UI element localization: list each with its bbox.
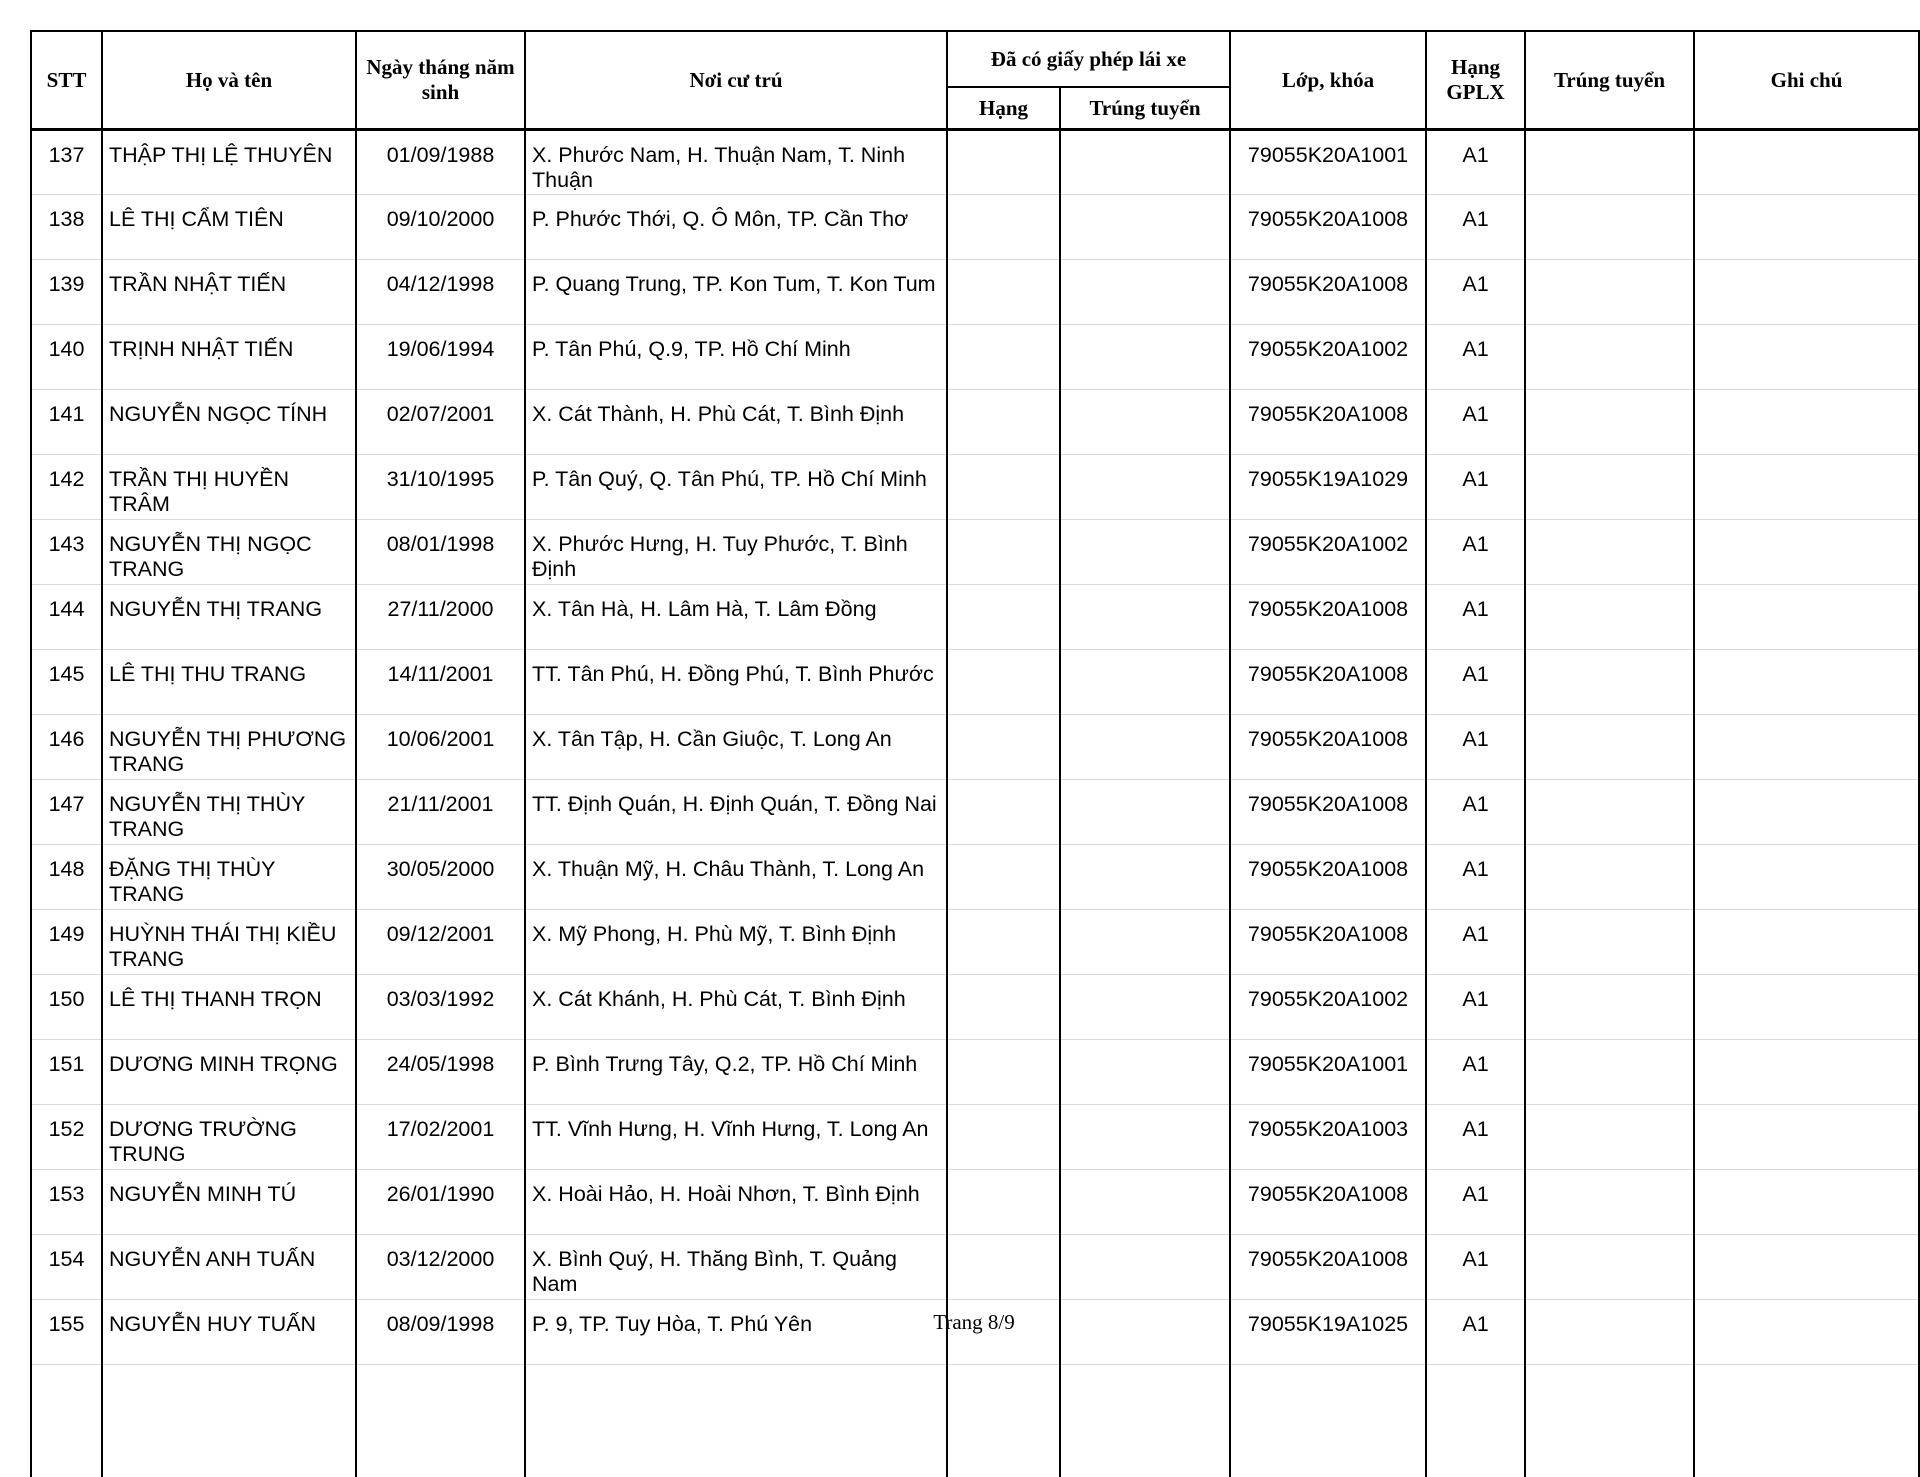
cell-stt: 142	[31, 455, 102, 520]
cell-passed	[1525, 455, 1694, 520]
cell-stt: 144	[31, 585, 102, 650]
cell-class: 79055K20A1002	[1230, 975, 1426, 1040]
cell-class: 79055K20A1001	[1230, 130, 1426, 195]
cell-name: NGUYỄN THỊ NGỌC TRANG	[102, 520, 356, 585]
table-row	[31, 1170, 1919, 1235]
cell-license-pass	[1060, 715, 1230, 780]
cell-name: NGUYỄN NGỌC TÍNH	[102, 390, 356, 455]
table-header	[31, 31, 1919, 130]
cell-name: LÊ THỊ THANH TRỌN	[102, 975, 356, 1040]
cell-passed	[1525, 1040, 1694, 1105]
cell-stt: 146	[31, 715, 102, 780]
cell-dob: 26/01/1990	[356, 1170, 525, 1235]
cell-license-pass	[1060, 1170, 1230, 1235]
table-row	[31, 585, 1919, 650]
cell-name: NGUYỄN THỊ PHƯƠNG TRANG	[102, 715, 356, 780]
cell-note	[1694, 455, 1919, 520]
cell-gplx-rank: A1	[1426, 455, 1525, 520]
cell-class: 79055K20A1001	[1230, 1040, 1426, 1105]
cell-license-rank	[947, 910, 1060, 975]
cell-name: LÊ THỊ THU TRANG	[102, 650, 356, 715]
cell-note	[1694, 1040, 1919, 1105]
cell-address: X. Tân Hà, H. Lâm Hà, T. Lâm Đồng	[525, 585, 947, 650]
table-row	[31, 260, 1919, 325]
cell-license-rank	[947, 1040, 1060, 1105]
cell-class: 79055K20A1003	[1230, 1105, 1426, 1170]
cell-license-pass	[1060, 1105, 1230, 1170]
cell-license-rank	[947, 130, 1060, 195]
cell-dob: 14/11/2001	[356, 650, 525, 715]
cell-class: 79055K20A1008	[1230, 845, 1426, 910]
cell-class: 79055K20A1008	[1230, 260, 1426, 325]
header-license-group: Đã có giấy phép lái xe	[947, 31, 1230, 87]
cell-gplx-rank: A1	[1426, 260, 1525, 325]
cell-class: 79055K19A1025	[1230, 1300, 1426, 1365]
cell-note	[1694, 715, 1919, 780]
cell-gplx-rank: A1	[1426, 1105, 1525, 1170]
cell-note	[1694, 910, 1919, 975]
cell-address: X. Phước Hưng, H. Tuy Phước, T. Bình Định	[525, 520, 947, 585]
cell-note	[1694, 975, 1919, 1040]
cell-gplx-rank: A1	[1426, 650, 1525, 715]
cell-address: TT. Vĩnh Hưng, H. Vĩnh Hưng, T. Long An	[525, 1105, 947, 1170]
cell-name: TRỊNH NHẬT TIẾN	[102, 325, 356, 390]
cell-gplx-rank: A1	[1426, 1235, 1525, 1300]
cell-address: X. Tân Tập, H. Cần Giuộc, T. Long An	[525, 715, 947, 780]
cell-stt: 140	[31, 325, 102, 390]
cell-gplx-rank: A1	[1426, 1300, 1525, 1365]
cell-license-pass	[1060, 585, 1230, 650]
cell-name: NGUYỄN MINH TÚ	[102, 1170, 356, 1235]
cell-passed	[1525, 390, 1694, 455]
cell-name: HUỲNH THÁI THỊ KIỀU TRANG	[102, 910, 356, 975]
cell-gplx-rank: A1	[1426, 195, 1525, 260]
table-row-empty	[31, 1365, 1919, 1477]
cell-dob: 03/12/2000	[356, 1235, 525, 1300]
cell-name: NGUYỄN ANH TUẤN	[102, 1235, 356, 1300]
cell-license-rank	[947, 975, 1060, 1040]
cell-class: 79055K20A1008	[1230, 585, 1426, 650]
header-gplx-rank: Hạng GPLX	[1426, 31, 1525, 130]
cell-license-rank	[947, 715, 1060, 780]
cell-dob: 09/12/2001	[356, 910, 525, 975]
cell-passed	[1525, 715, 1694, 780]
cell-passed	[1525, 1235, 1694, 1300]
header-license-rank: Hạng	[947, 87, 1060, 130]
cell-class: 79055K20A1008	[1230, 1170, 1426, 1235]
cell-stt: 143	[31, 520, 102, 585]
cell-dob: 31/10/1995	[356, 455, 525, 520]
cell-name: LÊ THỊ CẨM TIÊN	[102, 195, 356, 260]
cell-gplx-rank: A1	[1426, 390, 1525, 455]
cell-stt: 152	[31, 1105, 102, 1170]
cell-dob: 03/03/1992	[356, 975, 525, 1040]
cell-license-rank	[947, 325, 1060, 390]
cell-license-rank	[947, 1170, 1060, 1235]
cell-address: P. Phước Thới, Q. Ô Môn, TP. Cần Thơ	[525, 195, 947, 260]
table-row	[31, 1105, 1919, 1170]
cell-class: 79055K20A1008	[1230, 1235, 1426, 1300]
cell-dob: 01/09/1988	[356, 130, 525, 195]
cell-stt: 151	[31, 1040, 102, 1105]
cell-license-pass	[1060, 650, 1230, 715]
table-row	[31, 455, 1919, 520]
cell-passed	[1525, 845, 1694, 910]
cell-address: X. Bình Quý, H. Thăng Bình, T. Quảng Nam	[525, 1235, 947, 1300]
cell-dob: 21/11/2001	[356, 780, 525, 845]
cell-dob: 30/05/2000	[356, 845, 525, 910]
cell-note	[1694, 390, 1919, 455]
cell-class: 79055K20A1008	[1230, 910, 1426, 975]
cell-stt: 147	[31, 780, 102, 845]
cell-passed	[1525, 780, 1694, 845]
cell-class: 79055K19A1029	[1230, 455, 1426, 520]
cell-address: X. Hoài Hảo, H. Hoài Nhơn, T. Bình Định	[525, 1170, 947, 1235]
cell-address: P. 9, TP. Tuy Hòa, T. Phú Yên	[525, 1300, 947, 1365]
table-row	[31, 325, 1919, 390]
cell-stt: 138	[31, 195, 102, 260]
cell-gplx-rank: A1	[1426, 325, 1525, 390]
cell-dob: 27/11/2000	[356, 585, 525, 650]
table-row	[31, 1235, 1919, 1300]
cell-license-pass	[1060, 325, 1230, 390]
cell-address: X. Cát Thành, H. Phù Cát, T. Bình Định	[525, 390, 947, 455]
cell-license-pass	[1060, 975, 1230, 1040]
cell-dob: 08/01/1998	[356, 520, 525, 585]
cell-gplx-rank: A1	[1426, 1170, 1525, 1235]
header-stt: STT	[31, 31, 102, 130]
table-row	[31, 650, 1919, 715]
cell-class: 79055K20A1008	[1230, 780, 1426, 845]
cell-dob: 17/02/2001	[356, 1105, 525, 1170]
cell-dob: 08/09/1998	[356, 1300, 525, 1365]
cell-license-pass	[1060, 260, 1230, 325]
cell-stt: 150	[31, 975, 102, 1040]
table-body	[31, 130, 1919, 1477]
header-passed: Trúng tuyển	[1525, 31, 1694, 130]
cell-passed	[1525, 325, 1694, 390]
cell-stt: 141	[31, 390, 102, 455]
cell-dob: 10/06/2001	[356, 715, 525, 780]
cell-address: TT. Tân Phú, H. Đồng Phú, T. Bình Phước	[525, 650, 947, 715]
cell-name: TRẦN NHẬT TIẾN	[102, 260, 356, 325]
cell-address: P. Tân Quý, Q. Tân Phú, TP. Hồ Chí Minh	[525, 455, 947, 520]
table-row	[31, 195, 1919, 260]
cell-name: DƯƠNG TRƯỜNG TRUNG	[102, 1105, 356, 1170]
cell-dob: 19/06/1994	[356, 325, 525, 390]
document-page	[30, 30, 1918, 1310]
cell-class: 79055K20A1002	[1230, 325, 1426, 390]
cell-license-rank	[947, 780, 1060, 845]
cell-license-rank	[947, 455, 1060, 520]
cell-license-pass	[1060, 780, 1230, 845]
cell-class: 79055K20A1002	[1230, 520, 1426, 585]
cell-class: 79055K20A1008	[1230, 650, 1426, 715]
cell-license-rank	[947, 845, 1060, 910]
cell-dob: 24/05/1998	[356, 1040, 525, 1105]
cell-license-pass	[1060, 520, 1230, 585]
cell-license-rank	[947, 390, 1060, 455]
cell-passed	[1525, 975, 1694, 1040]
cell-license-rank	[947, 650, 1060, 715]
cell-stt: 154	[31, 1235, 102, 1300]
cell-license-rank	[947, 520, 1060, 585]
table-row	[31, 845, 1919, 910]
cell-note	[1694, 1105, 1919, 1170]
cell-note	[1694, 650, 1919, 715]
cell-address: P. Bình Trưng Tây, Q.2, TP. Hồ Chí Minh	[525, 1040, 947, 1105]
cell-note	[1694, 520, 1919, 585]
cell-note	[1694, 260, 1919, 325]
header-class: Lớp, khóa	[1230, 31, 1426, 130]
cell-license-pass	[1060, 910, 1230, 975]
cell-license-rank	[947, 585, 1060, 650]
cell-passed	[1525, 260, 1694, 325]
cell-dob: 09/10/2000	[356, 195, 525, 260]
cell-note	[1694, 1170, 1919, 1235]
cell-gplx-rank: A1	[1426, 845, 1525, 910]
cell-note	[1694, 195, 1919, 260]
cell-address: P. Quang Trung, TP. Kon Tum, T. Kon Tum	[525, 260, 947, 325]
cell-license-pass	[1060, 130, 1230, 195]
cell-gplx-rank: A1	[1426, 975, 1525, 1040]
cell-dob: 04/12/1998	[356, 260, 525, 325]
table-row	[31, 780, 1919, 845]
table-row	[31, 130, 1919, 195]
cell-passed	[1525, 1170, 1694, 1235]
cell-name: NGUYỄN HUY TUẤN	[102, 1300, 356, 1365]
header-license-pass: Trúng tuyển	[1060, 87, 1230, 130]
header-name: Họ và tên	[102, 31, 356, 130]
cell-stt: 139	[31, 260, 102, 325]
cell-address: X. Mỹ Phong, H. Phù Mỹ, T. Bình Định	[525, 910, 947, 975]
cell-gplx-rank: A1	[1426, 130, 1525, 195]
cell-license-rank	[947, 1105, 1060, 1170]
table-row	[31, 715, 1919, 780]
candidate-table	[30, 30, 1920, 1477]
table-row	[31, 910, 1919, 975]
table-row	[31, 390, 1919, 455]
cell-address: X. Thuận Mỹ, H. Châu Thành, T. Long An	[525, 845, 947, 910]
cell-note	[1694, 325, 1919, 390]
cell-stt: 153	[31, 1170, 102, 1235]
cell-gplx-rank: A1	[1426, 910, 1525, 975]
cell-license-pass	[1060, 195, 1230, 260]
cell-note	[1694, 1235, 1919, 1300]
cell-class: 79055K20A1008	[1230, 390, 1426, 455]
cell-address: P. Tân Phú, Q.9, TP. Hồ Chí Minh	[525, 325, 947, 390]
cell-name: TRẦN THỊ HUYỀN TRÂM	[102, 455, 356, 520]
cell-license-pass	[1060, 455, 1230, 520]
cell-passed	[1525, 910, 1694, 975]
cell-license-rank	[947, 1235, 1060, 1300]
cell-address: X. Phước Nam, H. Thuận Nam, T. Ninh Thuận	[525, 130, 947, 195]
cell-class: 79055K20A1008	[1230, 195, 1426, 260]
cell-class: 79055K20A1008	[1230, 715, 1426, 780]
cell-license-pass	[1060, 390, 1230, 455]
cell-note	[1694, 845, 1919, 910]
header-dob: Ngày tháng năm sinh	[356, 31, 525, 130]
page-number: Trang 8/9	[0, 1310, 1920, 1335]
cell-passed	[1525, 585, 1694, 650]
cell-name: THẬP THỊ LỆ THUYÊN	[102, 130, 356, 195]
cell-name: DƯƠNG MINH TRỌNG	[102, 1040, 356, 1105]
cell-stt: 148	[31, 845, 102, 910]
cell-name: NGUYỄN THỊ TRANG	[102, 585, 356, 650]
cell-gplx-rank: A1	[1426, 585, 1525, 650]
cell-stt: 149	[31, 910, 102, 975]
header-note: Ghi chú	[1694, 31, 1919, 130]
cell-passed	[1525, 195, 1694, 260]
cell-gplx-rank: A1	[1426, 520, 1525, 585]
table-row	[31, 520, 1919, 585]
cell-address: X. Cát Khánh, H. Phù Cát, T. Bình Định	[525, 975, 947, 1040]
cell-gplx-rank: A1	[1426, 715, 1525, 780]
cell-passed	[1525, 130, 1694, 195]
header-address: Nơi cư trú	[525, 31, 947, 130]
cell-name: ĐẶNG THỊ THÙY TRANG	[102, 845, 356, 910]
cell-license-rank	[947, 260, 1060, 325]
cell-note	[1694, 780, 1919, 845]
cell-license-pass	[1060, 845, 1230, 910]
cell-address: TT. Định Quán, H. Định Quán, T. Đồng Nai	[525, 780, 947, 845]
cell-note	[1694, 130, 1919, 195]
cell-note	[1694, 585, 1919, 650]
cell-stt: 155	[31, 1300, 102, 1365]
cell-passed	[1525, 650, 1694, 715]
cell-name: NGUYỄN THỊ THÙY TRANG	[102, 780, 356, 845]
cell-passed	[1525, 1105, 1694, 1170]
cell-gplx-rank: A1	[1426, 1040, 1525, 1105]
cell-gplx-rank: A1	[1426, 780, 1525, 845]
cell-license-rank	[947, 195, 1060, 260]
cell-license-pass	[1060, 1235, 1230, 1300]
cell-license-pass	[1060, 1040, 1230, 1105]
table-row	[31, 1040, 1919, 1105]
cell-passed	[1525, 520, 1694, 585]
table-row	[31, 975, 1919, 1040]
cell-stt: 145	[31, 650, 102, 715]
cell-stt: 137	[31, 130, 102, 195]
cell-dob: 02/07/2001	[356, 390, 525, 455]
